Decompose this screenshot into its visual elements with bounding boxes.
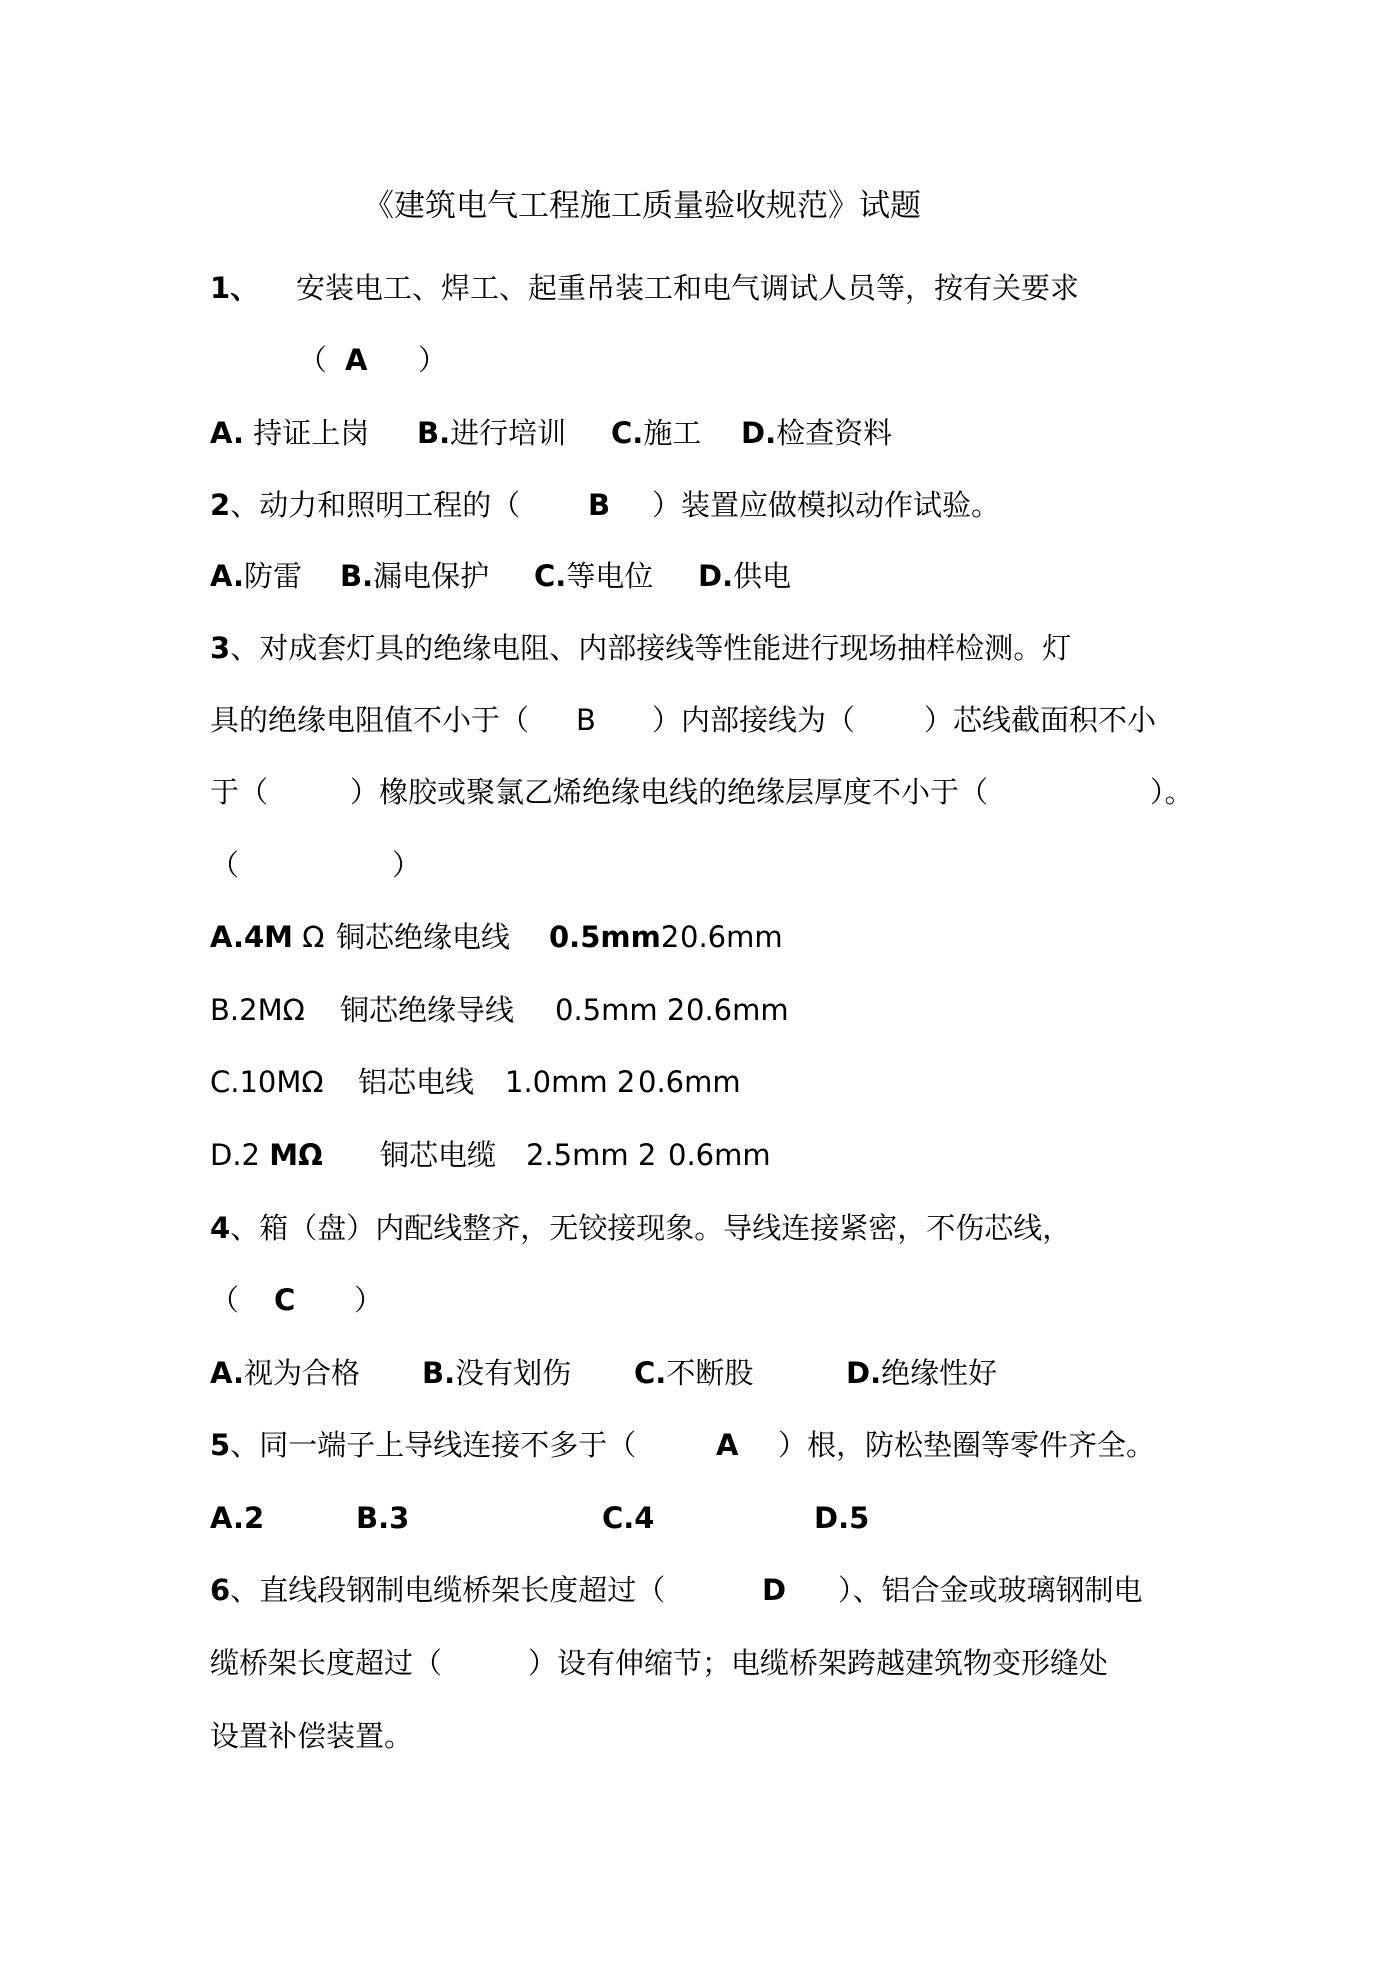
q2-number: 2 bbox=[210, 488, 231, 522]
q4-paren-open: （ bbox=[210, 1283, 240, 1317]
q3-option-a-sup: 2 bbox=[660, 920, 680, 954]
q1-option-b bbox=[417, 413, 566, 453]
q6-answer: D bbox=[762, 1573, 787, 1607]
q3-option-d-wire: 铜芯电缆 bbox=[380, 1138, 497, 1172]
q5-stem-pre: 、同一端子上导线连接不多于（ bbox=[230, 1428, 637, 1462]
q5-option-b: B.3 bbox=[356, 1501, 410, 1535]
q5-number: 5 bbox=[210, 1428, 231, 1462]
q4-option-d-text: 绝缘性好 bbox=[881, 1356, 998, 1390]
q2-option-a bbox=[210, 556, 302, 596]
q3-option-c-wire: 铝芯电线 bbox=[358, 1065, 475, 1099]
q3-option-b-wire: 铜芯绝缘导线 bbox=[340, 993, 515, 1027]
q4-option-a-letter: A. bbox=[210, 1356, 244, 1390]
q3-line-2-answer: B bbox=[576, 703, 596, 737]
q2-option-a-text: 防雷 bbox=[244, 559, 303, 593]
q2-option-d-text: 供电 bbox=[733, 559, 792, 593]
q3-option-a-omega: Ω bbox=[302, 920, 325, 954]
q6-line-1-post: ）、铝合金或玻璃钢制电 bbox=[838, 1573, 1143, 1607]
q5-stem-post: ）根，防松垫圈等零件齐全。 bbox=[778, 1428, 1156, 1462]
q1-option-a-text: 持证上岗 bbox=[253, 416, 370, 450]
q1-option-c bbox=[611, 413, 701, 453]
q5-option-c: C.4 bbox=[602, 1501, 655, 1535]
q6-line-3: 设置补偿装置。 bbox=[210, 1719, 414, 1753]
q1-number: 1、 bbox=[210, 271, 260, 305]
q4-answer: C bbox=[274, 1283, 296, 1317]
q3-option-b-area: 0.5mm 2 bbox=[555, 993, 686, 1027]
q2-option-d bbox=[698, 556, 791, 596]
q3-line-4-open: （ bbox=[210, 848, 240, 882]
q5-option-d: D.5 bbox=[814, 1501, 870, 1535]
q3-line-3-mid: ）橡胶或聚氯乙烯绝缘电线的绝缘层厚度不小于（ bbox=[350, 775, 989, 809]
q2-stem-post: ）装置应做模拟动作试验。 bbox=[652, 488, 1001, 522]
document-title: 《建筑电气工程施工质量验收规范》试题 bbox=[363, 188, 921, 224]
q1-option-d-letter: D. bbox=[741, 416, 777, 450]
q5-answer: A bbox=[716, 1428, 739, 1462]
q4-option-a-text: 视为合格 bbox=[244, 1356, 361, 1390]
q3-option-c-thickness: 0.6mm bbox=[638, 1065, 741, 1099]
q6-number: 6 bbox=[210, 1573, 231, 1607]
q5-stem-line bbox=[210, 1425, 636, 1465]
q1-paren-open: （ bbox=[298, 343, 328, 377]
q3-option-d-area: 2.5mm 2 bbox=[526, 1138, 657, 1172]
q3-option-b: B.2MΩ bbox=[210, 993, 305, 1027]
q4-option-a bbox=[210, 1353, 360, 1393]
q6-line-1 bbox=[210, 1570, 665, 1610]
q4-option-b-text: 没有划伤 bbox=[455, 1356, 572, 1390]
q4-stem-line bbox=[210, 1208, 1071, 1248]
q3-line-2-mid: ）内部接线为（ bbox=[652, 703, 856, 737]
q4-paren-close: ） bbox=[354, 1283, 384, 1317]
q6-line-2-post: ）设有伸缩节；电缆桥架跨越建筑物变形缝处 bbox=[528, 1646, 1109, 1680]
q3-option-d bbox=[210, 1135, 323, 1175]
q3-option-c-area: 1.0mm 2 bbox=[505, 1065, 636, 1099]
q1-option-b-text: 进行培训 bbox=[450, 416, 567, 450]
q3-option-c: C.10MΩ bbox=[210, 1065, 324, 1099]
q1-options bbox=[210, 413, 369, 453]
q3-line-3-post: ）。 bbox=[1150, 775, 1194, 809]
q3-option-a-area-wrap bbox=[549, 917, 679, 957]
q5-option-a: A.2 bbox=[210, 1501, 265, 1535]
q2-option-d-letter: D. bbox=[698, 559, 734, 593]
q2-option-c bbox=[534, 556, 653, 596]
q2-option-b bbox=[340, 556, 489, 596]
q1-option-d bbox=[741, 413, 892, 453]
q1-option-a-letter: A. bbox=[210, 416, 244, 450]
q3-number: 3 bbox=[210, 631, 231, 665]
q3-line-1-text: 、对成套灯具的绝缘电阻、内部接线等性能进行现场抽样检测。灯 bbox=[230, 631, 1072, 665]
q1-paren-close: ） bbox=[418, 343, 448, 377]
q3-option-a-area: 0.5mm bbox=[549, 920, 661, 954]
q4-option-b bbox=[422, 1353, 571, 1393]
q2-option-b-letter: B. bbox=[340, 559, 374, 593]
q3-option-a bbox=[210, 917, 324, 957]
q6-line-1-pre: 、直线段钢制电缆桥架长度超过（ bbox=[230, 1573, 666, 1607]
q3-option-d-unit: MΩ bbox=[269, 1138, 323, 1172]
q3-line-1 bbox=[210, 628, 1071, 668]
q1-stem: 安装电工、焊工、起重吊装工和电气调试人员等，按有关要求 bbox=[296, 271, 1080, 305]
q4-number: 4 bbox=[210, 1211, 231, 1245]
q4-option-b-letter: B. bbox=[422, 1356, 456, 1390]
q4-stem: 、箱（盘）内配线整齐，无铰接现象。导线连接紧密，不伤芯线， bbox=[230, 1211, 1072, 1245]
q1-option-c-text: 施工 bbox=[643, 416, 702, 450]
q4-option-c-letter: C. bbox=[634, 1356, 667, 1390]
q2-option-c-text: 等电位 bbox=[566, 559, 654, 593]
q2-option-a-letter: A. bbox=[210, 559, 244, 593]
q4-option-c bbox=[634, 1353, 753, 1393]
q1-option-d-text: 检查资料 bbox=[776, 416, 893, 450]
q1-answer: A bbox=[345, 343, 368, 377]
q6-line-2-pre: 缆桥架长度超过（ bbox=[210, 1646, 443, 1680]
q3-option-a-wire: 铜芯绝缘电线 bbox=[336, 920, 511, 954]
q2-option-b-text: 漏电保护 bbox=[373, 559, 490, 593]
q2-stem-line bbox=[210, 485, 520, 525]
q1-option-b-letter: B. bbox=[417, 416, 451, 450]
q4-option-c-text: 不断股 bbox=[666, 1356, 754, 1390]
q4-option-d-letter: D. bbox=[846, 1356, 882, 1390]
q3-option-b-thickness: 0.6mm bbox=[686, 993, 789, 1027]
q3-line-2-pre: 具的绝缘电阻值不小于（ bbox=[210, 703, 530, 737]
q3-option-d-pre: D.2 bbox=[210, 1138, 260, 1172]
q2-answer: B bbox=[588, 488, 611, 522]
q2-stem-pre: 、动力和照明工程的（ bbox=[230, 488, 521, 522]
q3-line-2-post: ）芯线截面积不小 bbox=[924, 703, 1157, 737]
q4-option-d bbox=[846, 1353, 997, 1393]
q3-option-d-thickness: 0.6mm bbox=[668, 1138, 771, 1172]
q1-option-c-letter: C. bbox=[611, 416, 644, 450]
q2-option-c-letter: C. bbox=[534, 559, 567, 593]
q3-option-a-label: A.4M bbox=[210, 920, 294, 954]
q3-option-a-thickness: 0.6mm bbox=[680, 920, 783, 954]
q3-line-3-pre: 于（ bbox=[210, 775, 269, 809]
q3-line-4-close: ） bbox=[392, 848, 422, 882]
